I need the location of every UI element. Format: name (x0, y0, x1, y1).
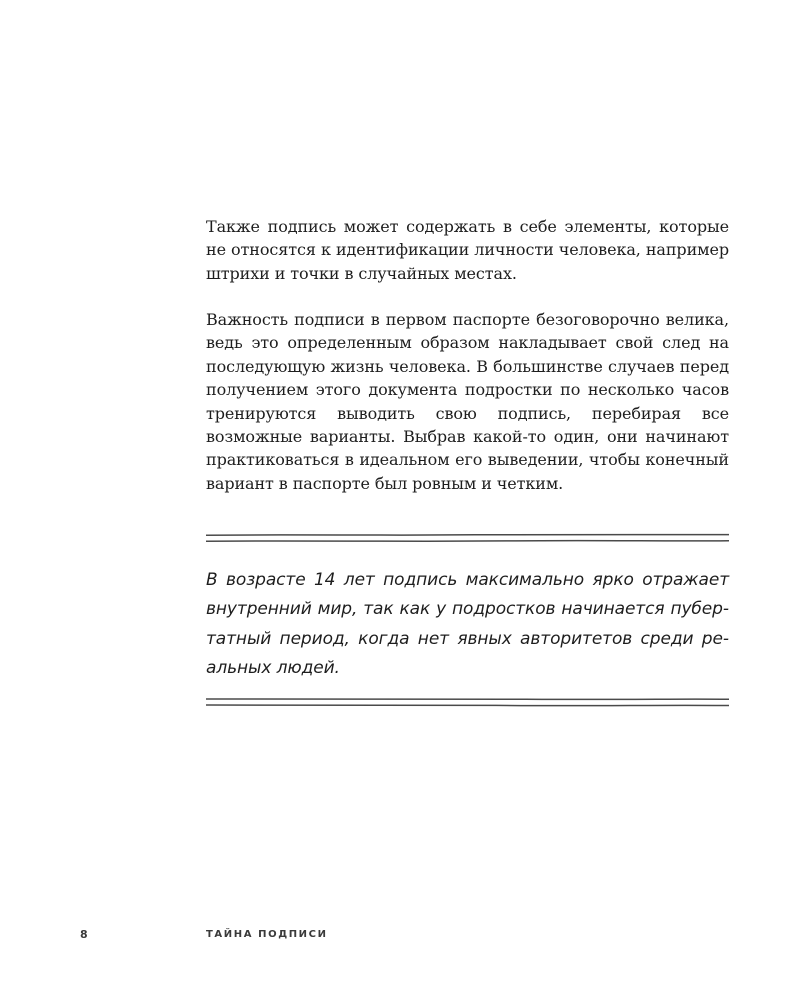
page-number: 8 (80, 928, 88, 941)
running-title: ТАЙНА ПОДПИСИ (206, 929, 328, 940)
body-paragraph: Важность подписи в первом паспорте безоговорочно велика, ведь это определенным образом накладывает свой след на последующую жизнь человека. В большинстве случаев перед получением этого документа подростки по несколько часов тренируются выводить свою подпись, перебирая все возможные варианты. Выбрав какой-то один, они начинают практиковаться в идеальном его выведении, чтобы конечный вариант в паспорте был ровным и четким. (206, 310, 729, 493)
callout-quote: В возрасте 14 лет подпись максимально ярко отражает внутренний мир, так как у подростков начинается пубертатный период, когда нет явных авторитетов среди реальных людей. (206, 570, 729, 678)
callout-bottom-double-rule (206, 696, 729, 708)
body-paragraph: Также подпись может содержать в себе элементы, которые не относятся к идентификации личности человека, например штрихи и точки в случайных местах. (206, 217, 729, 283)
callout-top-double-rule (206, 532, 729, 544)
